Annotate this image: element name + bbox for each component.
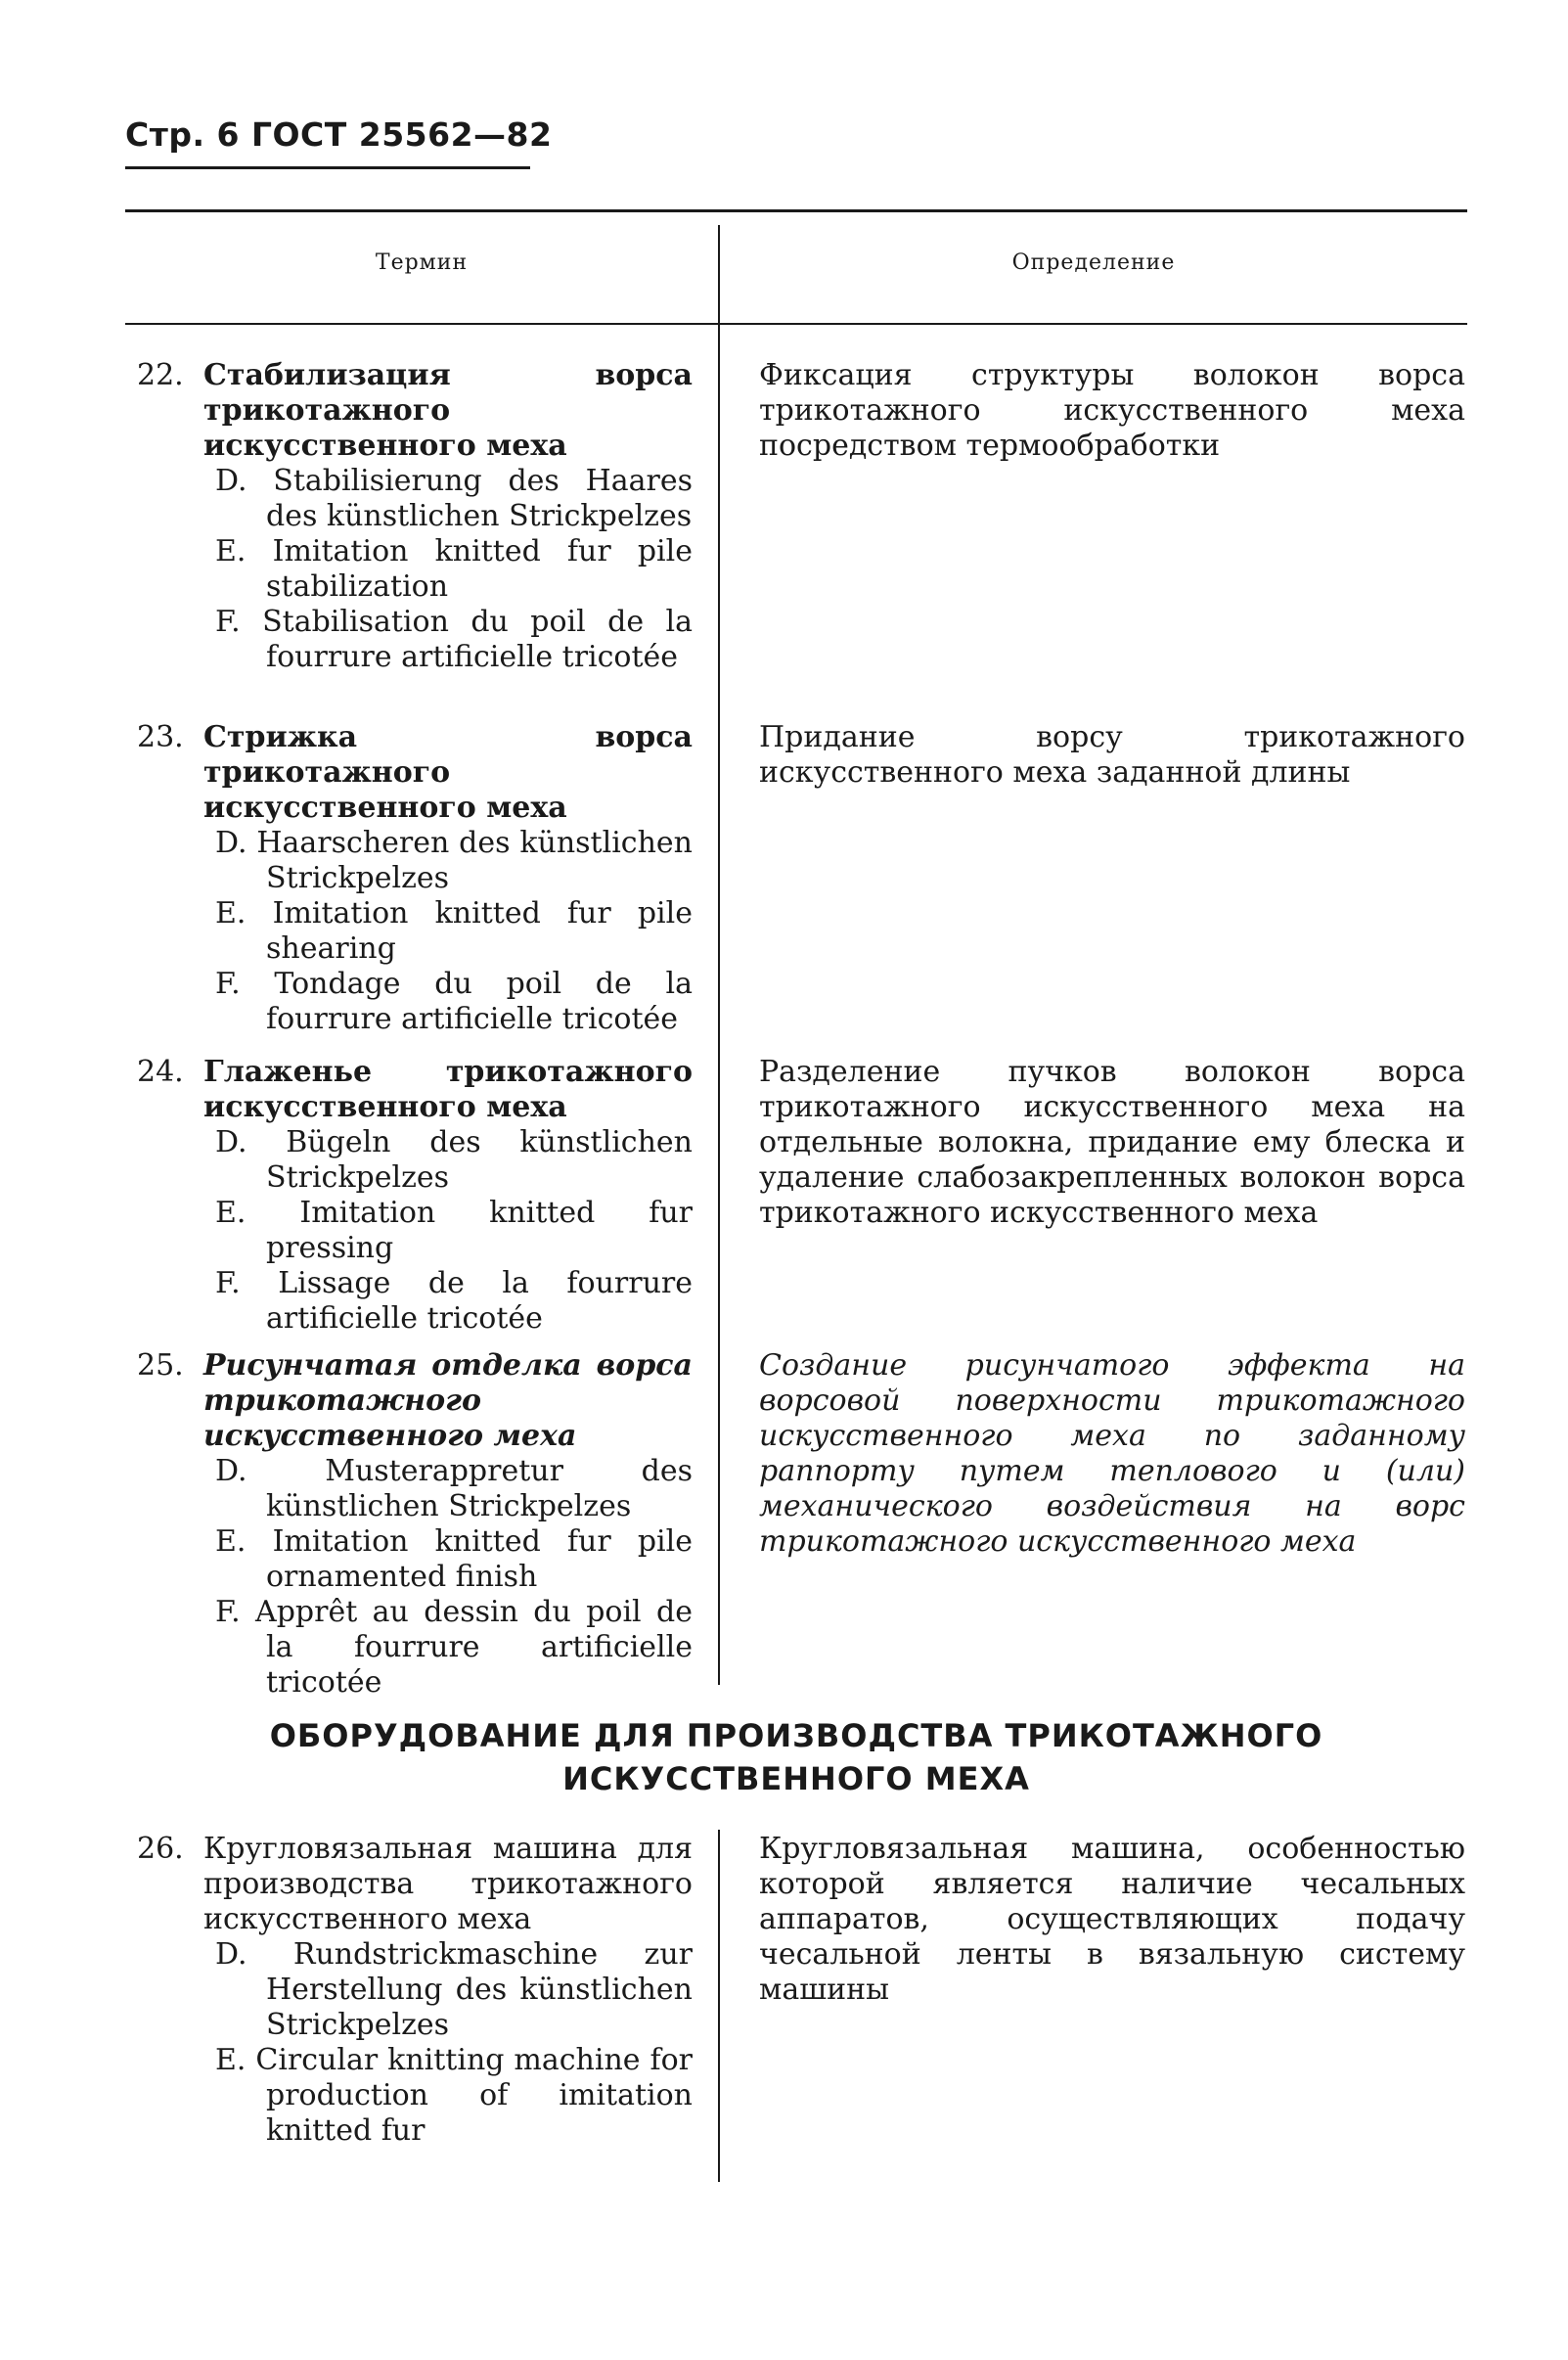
entry-definition: Придание ворсу трикотажного искусственного меха заданной длины <box>759 720 1465 790</box>
entry-number: 25. <box>137 1348 184 1383</box>
term-russian: Стрижка ворса трикотажного искусственного меха <box>203 720 693 825</box>
term-russian: Глаженье трикотажного искусственного меха <box>203 1055 693 1124</box>
entry-term <box>203 720 693 1037</box>
table-top-rule <box>125 209 1467 212</box>
column-divider <box>718 225 720 1685</box>
term-russian: Кругловязальная машина для производства трикотажного искусственного меха <box>203 1832 693 1936</box>
section-title-line-1: ОБОРУДОВАНИЕ ДЛЯ ПРОИЗВОДСТВА ТРИКОТАЖНОГО <box>269 1717 1323 1754</box>
term-german: D. Musterappretur des künstlichen Strickpelzes <box>215 1454 693 1523</box>
term-english: E. Circular knitting machine for production of imitation knitted fur <box>215 2043 693 2148</box>
term-german: D. Haarscheren des künstlichen Strickpelzes <box>215 826 693 895</box>
section-title-line-2: ИСКУССТВЕННОГО МЕХА <box>562 1760 1030 1797</box>
entry-definition: Фиксация структуры волокон ворса трикотажного искусственного меха посредством термообработки <box>759 358 1465 463</box>
term-english: E. Imitation knitted fur pile ornamented finish <box>215 1524 693 1594</box>
term-english: E. Imitation knitted fur pressing <box>215 1196 693 1265</box>
term-german: D. Stabilisierung des Haares des künstlichen Strickpelzes <box>215 464 693 533</box>
entry-term <box>203 1055 693 1337</box>
entry-number: 22. <box>137 358 184 392</box>
term-english: E. Imitation knitted fur pile shearing <box>215 896 693 966</box>
term-german: D. Bügeln des künstlichen Strickpelzes <box>215 1125 693 1195</box>
term-german: D. Rundstrickmaschine zur Herstellung des künstlichen Strickpelzes <box>215 1937 693 2042</box>
entry-number: 23. <box>137 720 184 754</box>
term-french: F. Tondage du poil de la fourrure artificielle tricotée <box>215 967 693 1036</box>
entry-term <box>203 358 693 675</box>
entry-definition: Создание рисунчатого эффекта на ворсовой поверхности трикотажного искусственного меха по заданному раппорту путем теплового и (или) механического воздействия на ворс трикотажного искусственного меха <box>759 1348 1465 1559</box>
page-header: Стр. 6 ГОСТ 25562—82 <box>125 115 553 154</box>
term-french: F. Lissage de la fourrure artificielle tricotée <box>215 1266 693 1336</box>
term-french: F. Apprêt au dessin du poil de la fourrure artificielle tricotée <box>215 1595 693 1700</box>
column-divider-2 <box>718 1830 720 2182</box>
entry-number: 24. <box>137 1055 184 1089</box>
section-title <box>125 1714 1467 1800</box>
table-header-rule <box>125 323 1467 325</box>
term-russian: Рисунчатая отделка ворса трикотажного искусственного меха <box>203 1348 693 1453</box>
column-header-term: Термин <box>375 250 469 275</box>
column-header-definition: Определение <box>1011 250 1176 275</box>
header-underline <box>125 166 530 169</box>
term-english: E. Imitation knitted fur pile stabilization <box>215 534 693 604</box>
entry-number: 26. <box>137 1832 184 1866</box>
entry-term <box>203 1832 693 2149</box>
entry-definition: Разделение пучков волокон ворса трикотажного искусственного меха на отдельные волокна, придание ему блеска и удаление слабозакрепленных волокон ворса трикотажного искусственного меха <box>759 1055 1465 1230</box>
entry-term <box>203 1348 693 1701</box>
term-russian: Стабилизация ворса трикотажного искусственного меха <box>203 358 693 463</box>
entry-definition: Кругловязальная машина, особенностью которой является наличие чесальных аппаратов, осуществляющих подачу чесальной ленты в вязальную систему машины <box>759 1832 1465 2007</box>
term-french: F. Stabilisation du poil de la fourrure artificielle tricotée <box>215 605 693 674</box>
